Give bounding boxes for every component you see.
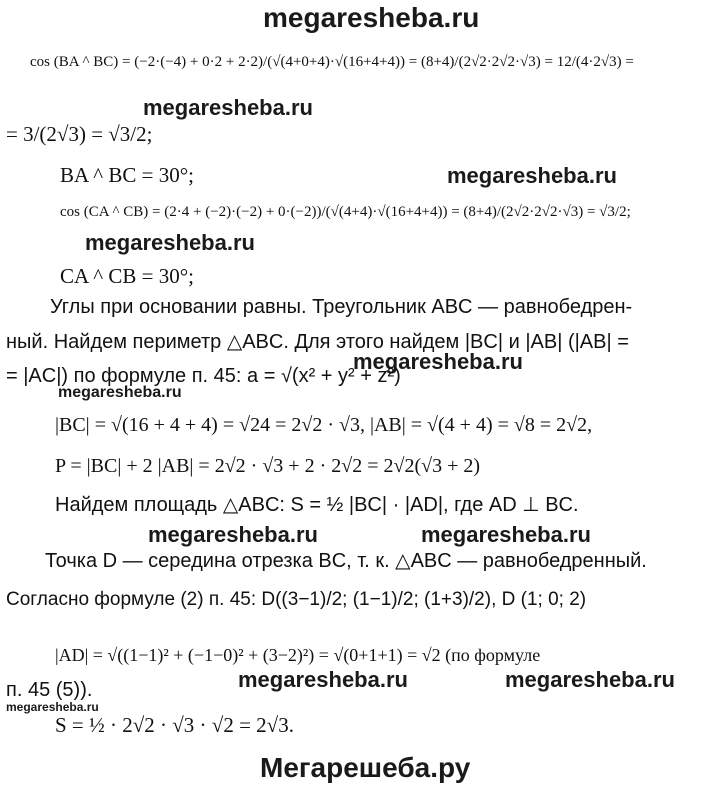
watermark-top[interactable]: megaresheba.ru [263, 2, 480, 33]
paragraph-line: = |AC|) по формуле п. 45: a = √(x² + y² + z²) [6, 365, 401, 387]
watermark: megaresheba.ru [505, 667, 675, 692]
watermark: megaresheba.ru [447, 163, 617, 188]
formula-ad: |AD| = √((1−1)² + (−1−0)² + (3−2)²) = √(0+1+1) = √2 (по формуле [55, 645, 541, 665]
watermark: megaresheba.ru [421, 522, 591, 547]
watermark: megaresheba.ru [85, 230, 255, 255]
paragraph-line: п. 45 (5)). [6, 679, 93, 701]
watermark: megaresheba.ru [353, 349, 523, 374]
formula-cos-ba-bc: cos (BA ^ BC) = (−2·(−4) + 0·2 + 2·2)/(√(4+0+4)·√(16+4+4)) = (8+4)/(2√2·2√2·√3) = 12/(4·2√3) = [30, 54, 634, 70]
angle-ba-bc: BA ^ BC = 30°; [60, 163, 194, 187]
formula-area: S = ½ · 2√2 · √3 · √2 = 2√3. [55, 713, 294, 737]
paragraph-line: ный. Найдем периметр △ABC. Для этого найдем |BC| и |AB| (|AB| = [6, 331, 629, 353]
formula-perimeter: P = |BC| + 2 |AB| = 2√2 · √3 + 2 · 2√2 = 2√2(√3 + 2) [55, 455, 481, 477]
watermark: megaresheba.ru [148, 522, 318, 547]
watermark: megaresheba.ru [238, 667, 408, 692]
watermark: megaresheba.ru [58, 384, 182, 401]
angle-ca-cb: CA ^ CB = 30°; [60, 264, 194, 288]
formula-result-1: = 3/(2√3) = √3/2; [6, 122, 153, 146]
paragraph-line: Найдем площадь △ABC: S = ½ |BC| · |AD|, где AD ⊥ BC. [55, 494, 579, 516]
watermark: megaresheba.ru [143, 95, 313, 120]
paragraph-line: Точка D — середина отрезка BC, т. к. △ABC — равнобедренный. [45, 550, 647, 572]
paragraph-line: Согласно формуле (2) п. 45: D((3−1)/2; (1−1)/2; (1+3)/2), D (1; 0; 2) [6, 589, 587, 610]
formula-bc-ab: |BC| = √(16 + 4 + 4) = √24 = 2√2 · √3, |AB| = √(4 + 4) = √8 = 2√2, [55, 414, 593, 436]
watermark: megaresheba.ru [6, 700, 99, 714]
paragraph-line: Углы при основании равны. Треугольник ABC — равнобедрен- [50, 296, 633, 318]
formula-cos-ca-cb: cos (CA ^ CB) = (2·4 + (−2)·(−2) + 0·(−2))/(√(4+4)·√(16+4+4)) = (8+4)/(2√2·2√2·√3) = √3/2; [60, 204, 631, 220]
watermark-bottom[interactable]: Мегарешеба.ру [260, 752, 471, 783]
